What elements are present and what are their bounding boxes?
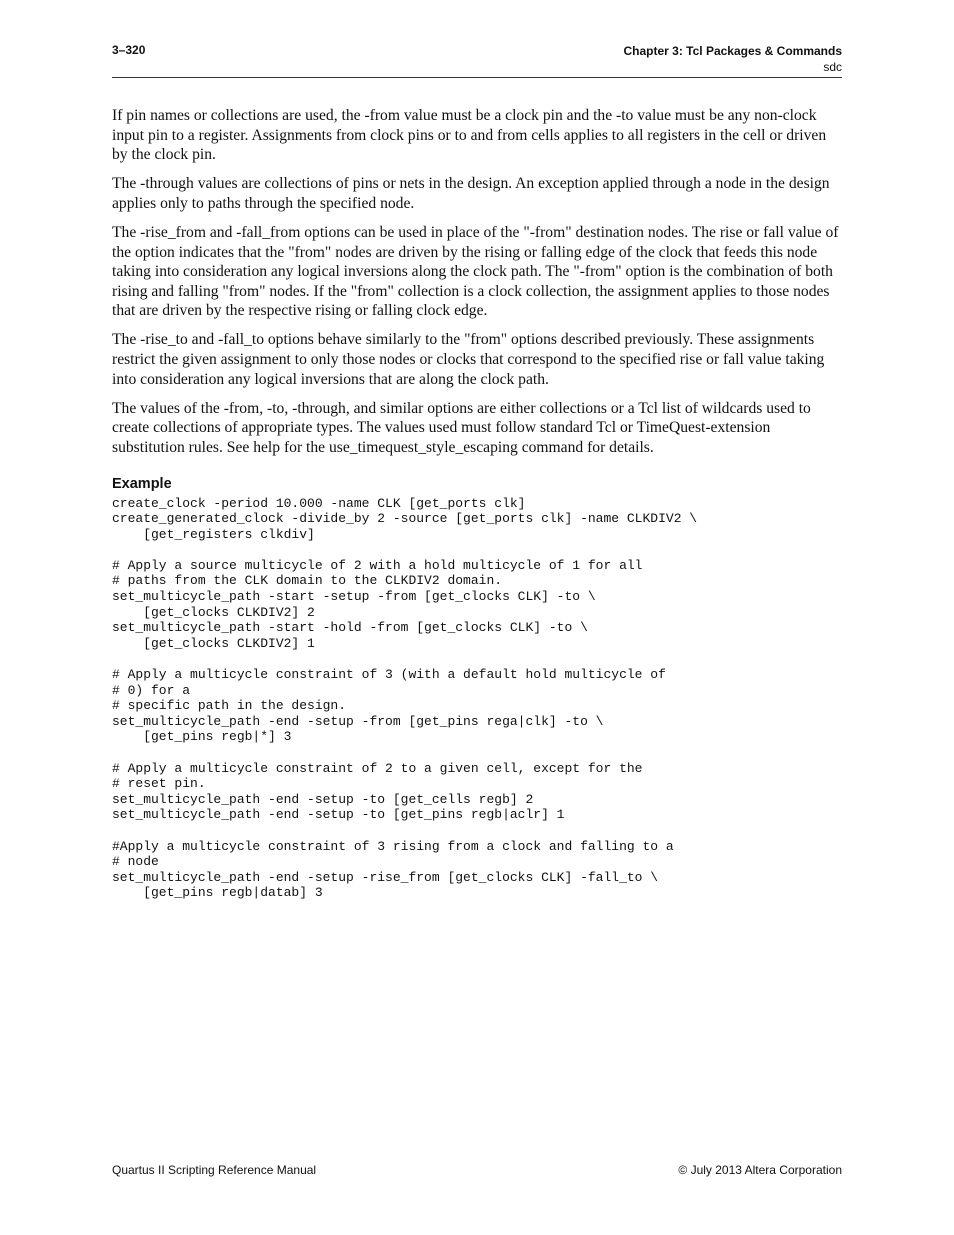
page-body (112, 106, 842, 901)
paragraph: The values of the -from, -to, -through, and similar options are either collections or a Tcl list of wildcards used to create collections of appropriate types. The values used must follow standard Tcl or TimeQuest-extension substitution rules. See help for the use_timequest_style_escaping command for details. (112, 399, 811, 456)
footer-copyright: © July 2013 Altera Corporation (678, 1163, 842, 1177)
header-rule (112, 77, 842, 78)
code-example: create_clock -period 10.000 -name CLK [get_ports clk] create_generated_clock -divide_by 2 -source [get_ports clk] -name CLKDIV2 \ [get_registers clkdiv] # Apply a source multicycle of 2 with a hold multicycle of 1 for all # paths from the CLK domain to the CLKDIV2 domain. set_multicycle_path -start -setup -from [get_clocks CLK] -to \ [get_clocks CLKDIV2] 2 set_multicycle_path -start -hold -from [get_clocks CLK] -to \ [get_clocks CLKDIV2] 1 # Apply a multicycle constraint of 3 (with a default hold multicycle of # 0) for a # specific path in the design. set_multicycle_path -end -setup -from [get_pins rega|clk] -to \ [get_pins regb|*] 3 # Apply a multicycle constraint of 2 to a given cell, except for the # reset pin. set_multicycle_path -end -setup -to [get_cells regb] 2 set_multicycle_path -end -setup -to [get_pins regb|aclr] 1 #Apply a multicycle constraint of 3 rising from a clock and falling to a # node set_multicycle_path -end -setup -rise_from [get_clocks CLK] -fall_to \ [get_pins regb|datab] 3 (112, 495, 698, 901)
paragraph: The -through values are collections of pins or nets in the design. An exception applied through a node in the design applies only to paths through the specified node. (112, 175, 830, 212)
running-header (623, 43, 842, 75)
page-number: 3–320 (112, 43, 146, 57)
chapter-title: Chapter 3: Tcl Packages & Commands (623, 44, 842, 58)
paragraph: The -rise_from and -fall_from options can be used in place of the "-from" destination nodes. The rise or fall value of the option indicates that the "from" nodes are driven by the rising or falling edge of the clock that feeds this node taking into consideration any logical inversions along the clock path. The "-from" option is the combination of both rising and falling "from" nodes. If the "from" collection is a clock collection, the assignment applies to those nodes that are driven by the respective rising or falling clock edge. (112, 223, 839, 320)
paragraph: If pin names or collections are used, the -from value must be a clock pin and the -to value must be any non-clock input pin to a register. Assignments from clock pins or to and from cells applies to all registers in the cell or driven by the clock pin. (112, 107, 827, 164)
example-heading: Example (112, 475, 172, 492)
section-name: sdc (823, 60, 842, 74)
footer-manual-title: Quartus II Scripting Reference Manual (112, 1163, 317, 1177)
paragraph: The -rise_to and -fall_to options behave similarly to the "from" options described previously. These assignments restrict the given assignment to only those nodes or clocks that correspond to the specified rise or fall value taking into consideration any logical inversions that are along the clock path. (112, 331, 825, 388)
